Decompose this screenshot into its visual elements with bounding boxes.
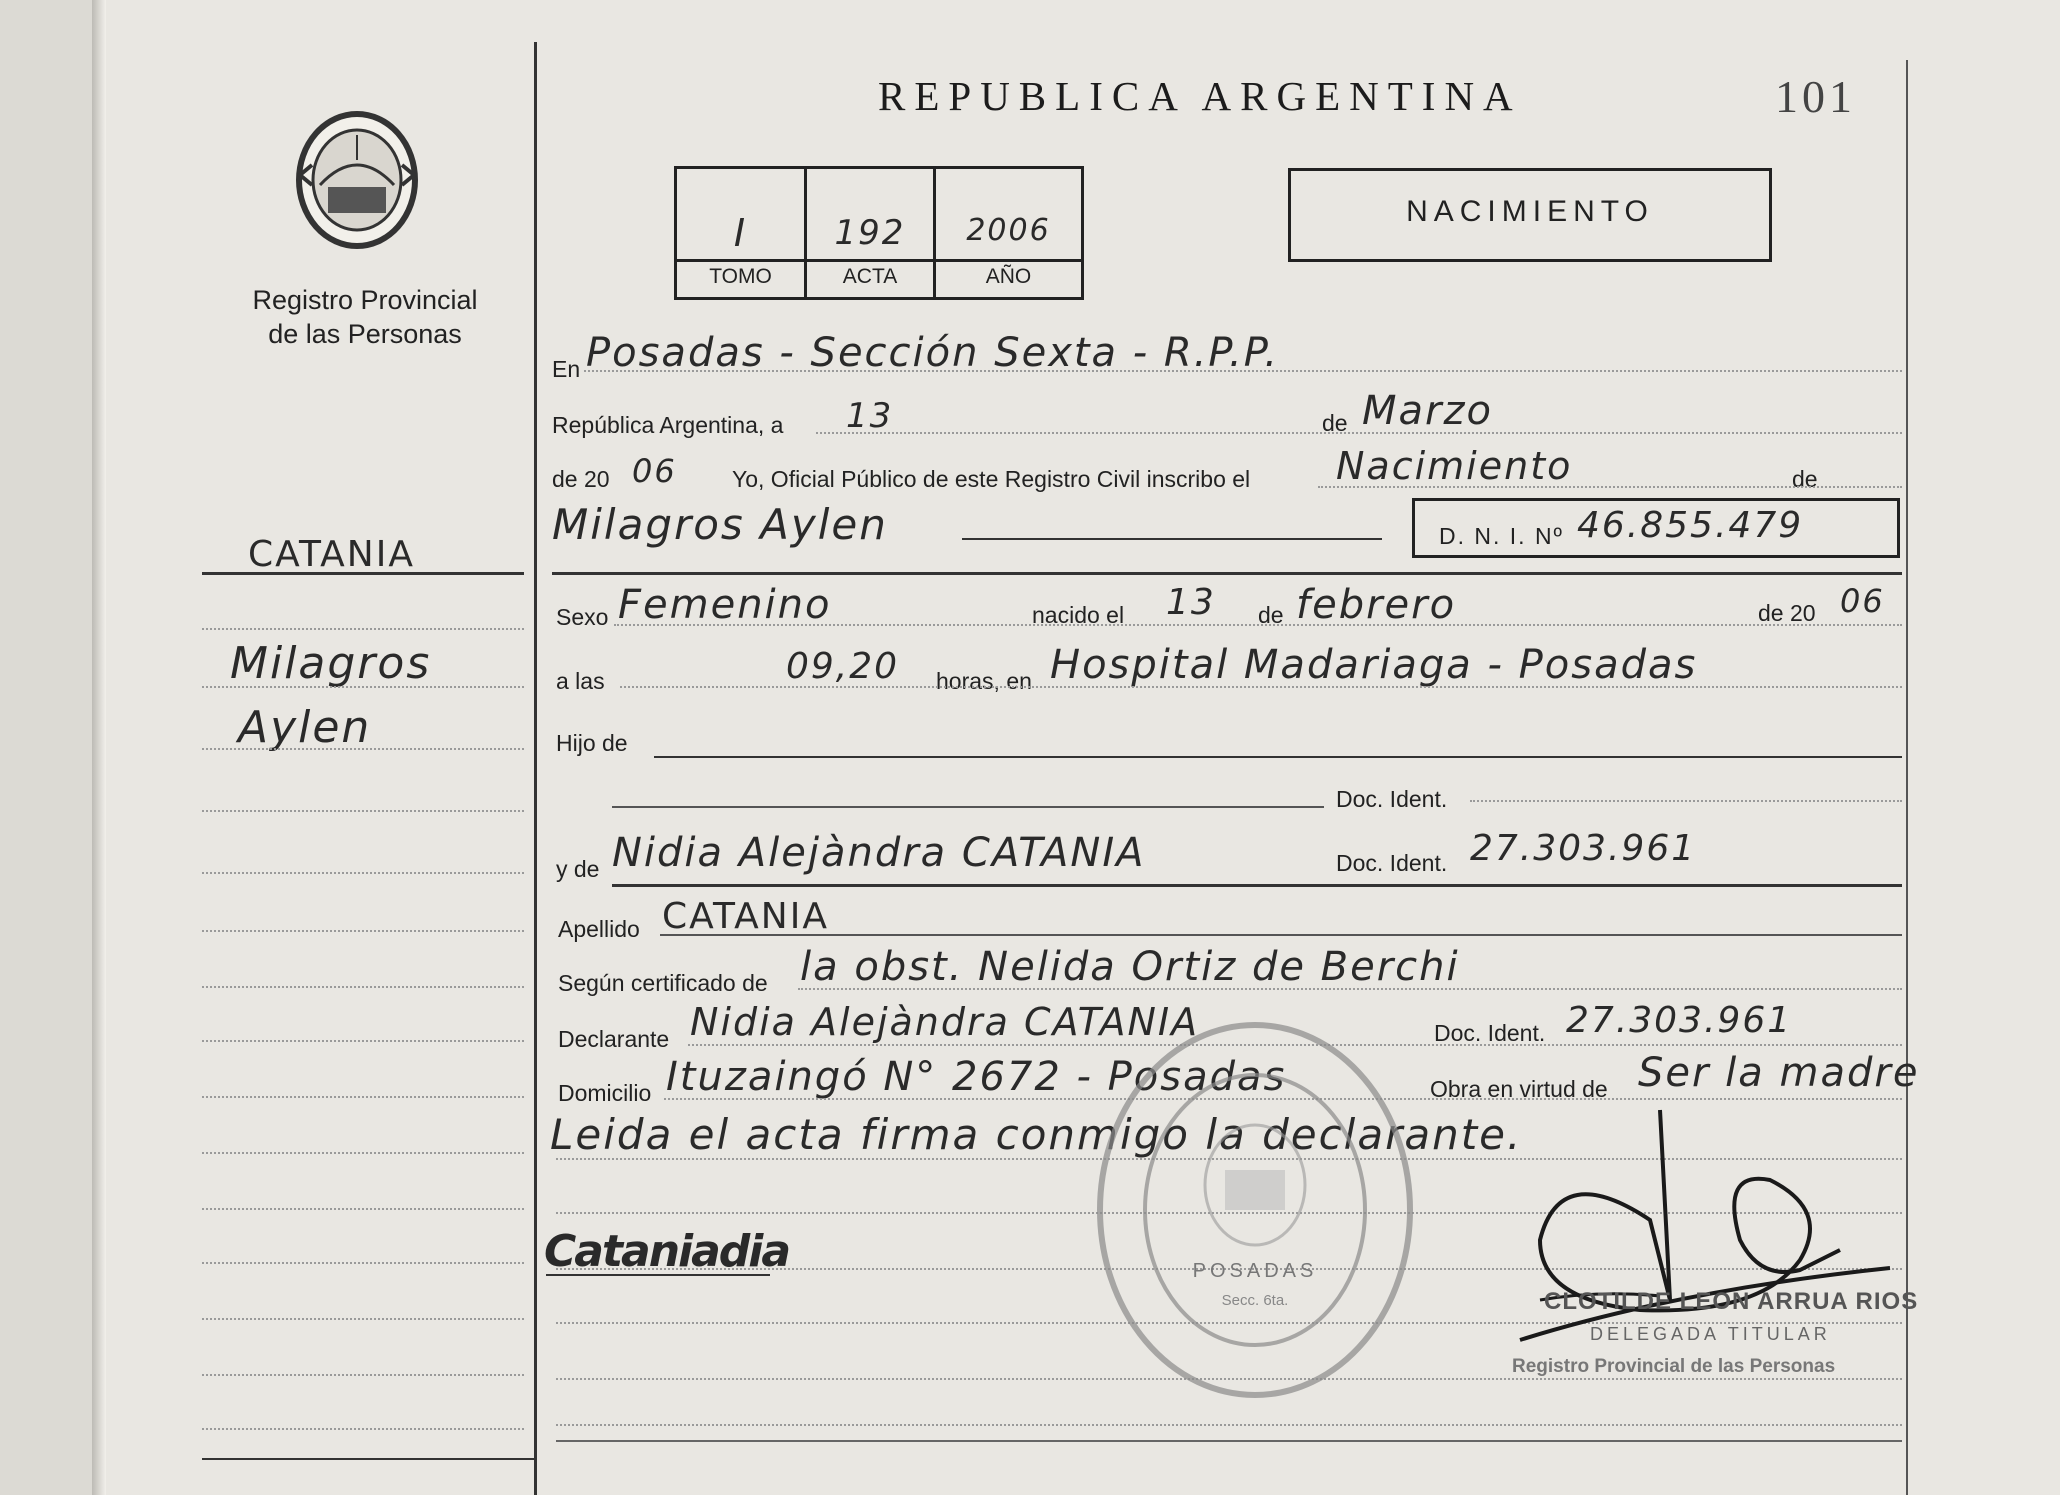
obra-label: Obra en virtud de [1430, 1076, 1608, 1102]
name-line [962, 538, 1382, 540]
margin-line [202, 1040, 524, 1042]
tomo-label: TOMO [709, 265, 772, 288]
stamp-section: Secc. 6ta. [1221, 1292, 1289, 1309]
domicilio-label: Domicilio [558, 1080, 652, 1106]
official-org: Registro Provincial de las Personas [1512, 1356, 1836, 1377]
day-value: 13 [846, 396, 894, 436]
apellido-value: CATANIA [662, 896, 829, 937]
margin-line [202, 1318, 524, 1320]
stamp-city: POSADAS [1192, 1260, 1318, 1282]
segun-label: Según certificado de [558, 970, 768, 996]
anio-value: 2006 [966, 213, 1051, 248]
bottom-line [556, 1440, 1902, 1442]
margin-line [202, 930, 524, 932]
row-line-6 [620, 686, 1902, 688]
registry-line-1: Registro Provincial [252, 285, 478, 315]
place-value: Hospital Madariaga - Posadas [1050, 642, 1698, 688]
official-name: CLOTILDE LEON ARRUA RIOS [1544, 1288, 1919, 1315]
dni-label: D. N. I. Nº [1439, 523, 1564, 549]
margin-line [202, 628, 524, 630]
doc-ident-label-2: Doc. Ident. [1336, 850, 1448, 876]
margin-bottom-line [202, 1458, 534, 1460]
margin-surname-line [202, 572, 524, 575]
row-line-7 [654, 756, 1902, 758]
official-stamp [1090, 1010, 1420, 1410]
de-label-2: de [1792, 466, 1818, 492]
de-label-3: de [1258, 602, 1284, 628]
doc-ident-label-1: Doc. Ident. [1336, 786, 1448, 812]
official-signature-icon [1500, 1100, 1900, 1360]
child-name: Milagros Aylen [552, 500, 888, 549]
row-line-10 [660, 934, 1902, 936]
acta-value: 192 [834, 213, 906, 253]
month-value: Marzo [1362, 388, 1493, 434]
row-line-11 [798, 988, 1902, 990]
en-label: En [552, 356, 581, 382]
registry-name [240, 283, 490, 351]
facing-page-edge [0, 0, 100, 1495]
margin-line [202, 1428, 524, 1430]
registry-line-2: de las Personas [268, 319, 462, 349]
yde-label: y de [556, 856, 600, 882]
row-line-9 [612, 884, 1902, 887]
row-line-1 [584, 370, 1902, 372]
closing-text: Leida el acta firma conmigo la declarante. [550, 1110, 1523, 1159]
official-title: DELEGADA TITULAR [1590, 1324, 1831, 1344]
signature-underline [546, 1274, 770, 1276]
obra-value: Ser la madre [1638, 1050, 1920, 1096]
mother-name: Nidia Alejàndra CATANIA [612, 830, 1146, 876]
dni-value: 46.855.479 [1577, 505, 1804, 546]
de-label: de [1322, 410, 1348, 436]
tomo-value: I [733, 211, 748, 255]
oficial-text: Yo, Oficial Público de este Registro Civil inscribo el [732, 466, 1251, 492]
horas-en-label: horas, en [936, 668, 1032, 694]
margin-line [202, 1374, 524, 1376]
margin-line [202, 1208, 524, 1210]
declarante-doc: 27.303.961 [1566, 1000, 1793, 1041]
sexo-value: Femenino [618, 582, 832, 628]
record-box [674, 166, 1084, 300]
margin-divider-line [534, 42, 537, 1495]
birth-year-suffix: 06 [1840, 582, 1885, 620]
anio-label: AÑO [985, 265, 1032, 288]
margin-surname: CATANIA [248, 534, 415, 575]
hora-value: 09,20 [786, 646, 900, 687]
row-line-8 [1470, 800, 1902, 802]
birth-month: febrero [1296, 582, 1457, 628]
right-border-line [1906, 60, 1908, 1495]
year-suffix: 06 [632, 452, 677, 490]
birth-year-prefix: de 20 [1758, 600, 1816, 626]
official-stamp-icon [1090, 1010, 1420, 1410]
margin-name-1: Milagros [230, 638, 432, 689]
doc-type-label: NACIMIENTO [1406, 195, 1654, 228]
declarant-signature: Cataniadia [544, 1226, 790, 1277]
margin-line [202, 872, 524, 874]
row-line-2 [816, 432, 1902, 434]
apellido-label: Apellido [558, 916, 640, 942]
year-prefix: de 20 [552, 466, 610, 492]
margin-line [202, 1096, 524, 1098]
sexo-label: Sexo [556, 604, 609, 630]
margin-line [202, 810, 524, 812]
row-line-19 [556, 1424, 1902, 1426]
book-spine [92, 0, 106, 1495]
rep-label: República Argentina, a [552, 412, 784, 438]
declarante-value: Nidia Alejàndra CATANIA [690, 1000, 1200, 1044]
margin-line [202, 748, 524, 750]
acta-label: ACTA [842, 265, 898, 288]
margin-line [202, 1262, 524, 1264]
domicilio-value: Ituzaingó N° 2672 - Posadas [666, 1054, 1287, 1100]
margin-line [202, 986, 524, 988]
page-number: 101 [1775, 71, 1856, 122]
margin-line [202, 686, 524, 688]
declarante-label: Declarante [558, 1026, 670, 1052]
birth-day: 13 [1166, 582, 1216, 623]
doc-ident-label-3: Doc. Ident. [1434, 1020, 1546, 1046]
nacido-label: nacido el [1032, 602, 1125, 628]
margin-line [202, 1152, 524, 1154]
margin-name-2: Aylen [238, 702, 372, 753]
dni-box [1412, 498, 1900, 558]
hijo-label: Hijo de [556, 730, 628, 756]
province-seal-icon [290, 105, 424, 255]
father-doc-line [612, 806, 1324, 808]
row-line-3 [1318, 486, 1902, 488]
inscribo-value: Nacimiento [1336, 444, 1573, 488]
segun-value: la obst. Nelida Ortiz de Berchi [800, 944, 1460, 990]
alas-label: a las [556, 668, 605, 694]
row-line-4 [552, 572, 1902, 575]
en-value: Posadas - Sección Sexta - R.P.P. [586, 330, 1280, 376]
country-title: REPUBLICA ARGENTINA [878, 73, 1522, 119]
row-line-5 [614, 624, 1902, 626]
mother-doc: 27.303.961 [1470, 828, 1697, 869]
doc-type-box [1288, 168, 1772, 262]
